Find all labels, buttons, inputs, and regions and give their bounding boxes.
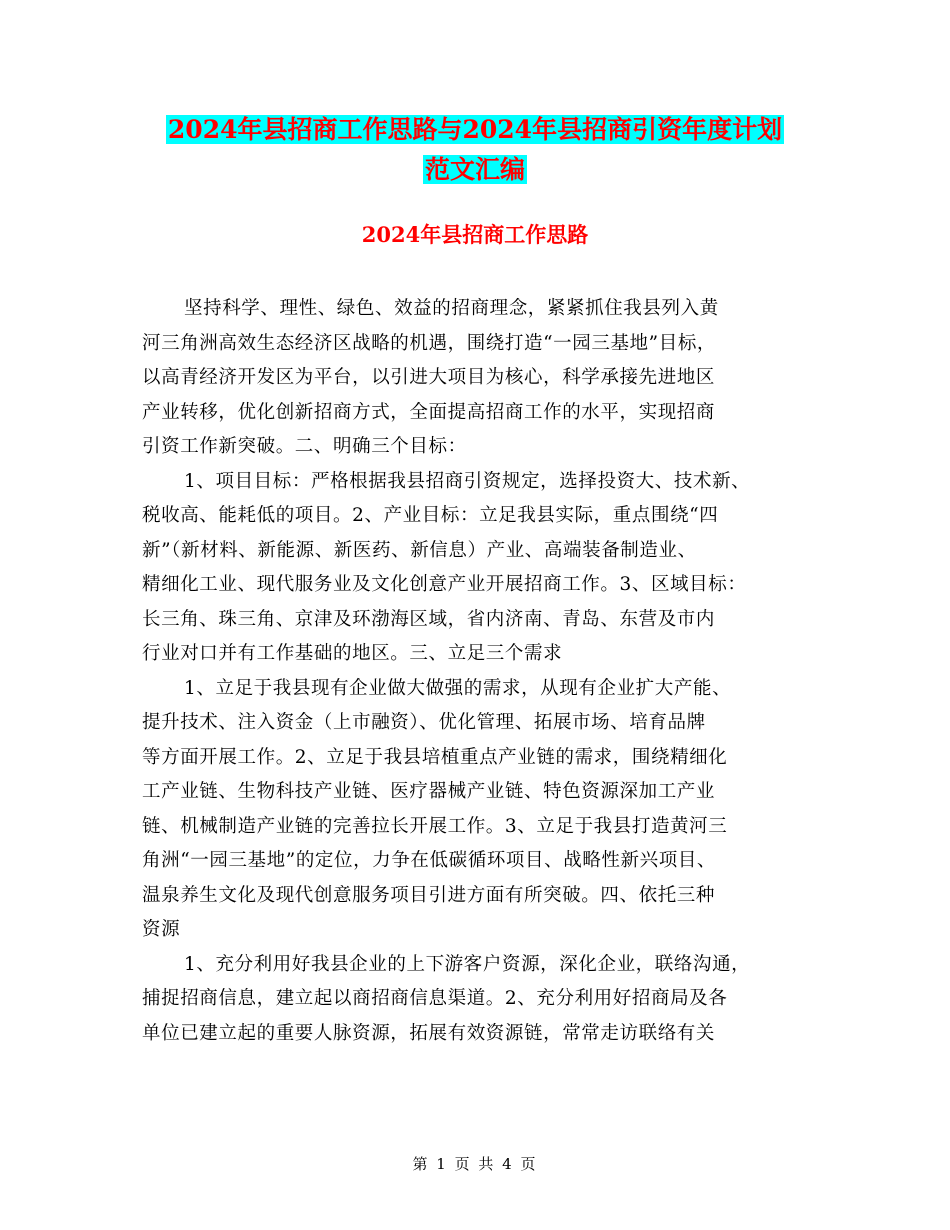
paragraph-line: 工产业链、生物科技产业链、医疗器械产业链、特色资源深加工产业 [142,781,716,802]
paragraph-line: 捕捉招商信息，建立起以商招商信息渠道。2、充分利用好招商局及各 [142,988,728,1009]
paragraph-line: 新”（新材料、新能源、新医药、新信息）产业、高端装备制造业、 [142,539,697,561]
document-title-line-2 [0,150,950,190]
paragraph-line: 河三角洲高效生态经济区战略的机遇，围绕打造“一园三基地”目标， [142,332,717,354]
paragraph-line: 提升技术、注入资金（上市融资）、优化管理、拓展市场、培育品牌 [142,712,706,733]
paragraph-line: 等方面开展工作。2、立足于我县培植重点产业链的需求，围绕精细化 [142,746,728,768]
body-text [142,292,822,1051]
paragraph-line: 链、机械制造产业链的完善拉长开展工作。3、立足于我县打造黄河三 [142,815,728,837]
paragraph-line: 产业转移，优化创新招商方式，全面提高招商工作的水平，实现招商 [142,401,716,423]
paragraph-line: 1、充分利用好我县企业的上下游客户资源，深化企业，联络沟通， [184,953,751,975]
paragraph-line: 引资工作新突破。二、明确三个目标： [142,436,467,457]
document-title-text-1: 2024年县招商工作思路与2024年县招商引资年度计划 [167,115,783,144]
document-title-line-1 [0,110,950,150]
section-heading: 2024年县招商工作思路 [361,222,589,247]
paragraph-line: 税收高、能耗低的项目。2、产业目标：立足我县实际，重点围绕“四 [142,505,719,526]
paragraph-line: 温泉养生文化及现代创意服务项目引进方面有所突破。四、依托三种 [142,884,716,906]
paragraph-line: 1、立足于我县现有企业做大做强的需求，从现有企业扩大产能、 [184,677,732,699]
document-title-text-2: 范文汇编 [424,155,525,184]
paragraph-line: 单位已建立起的重要人脉资源，拓展有效资源链，常常走访联络有关 [142,1022,716,1044]
page-number: 第 1 页 共 4 页 [412,1155,538,1173]
paragraph-line: 角洲“一园三基地”的定位，力争在低碳循环项目、战略性新兴项目、 [142,850,717,871]
paragraph-line: 长三角、珠三角、京津及环渤海区域，省内济南、青岛、东营及市内 [142,608,716,630]
paragraph-line: 1、项目目标：严格根据我县招商引资规定，选择投资大、技术新、 [184,470,751,492]
paragraph-line: 资源 [142,919,181,940]
paragraph-line: 坚持科学、理性、绿色、效益的招商理念，紧紧抓住我县列入黄 [184,298,719,319]
paragraph-line: 行业对口并有工作基础的地区。三、立足三个需求 [142,643,563,664]
paragraph-line: 精细化工业、现代服务业及文化创意产业开展招商工作。3、区域目标： [142,574,747,595]
paragraph-line: 以高青经济开发区为平台，以引进大项目为核心，科学承接先进地区 [142,367,716,388]
